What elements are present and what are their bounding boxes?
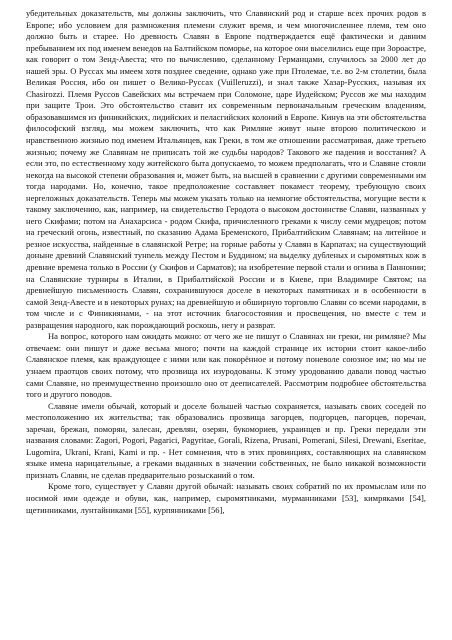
document-page <box>26 8 426 636</box>
paragraph-1: убедительных доказательств, мы должны заключить, что Славянский род и старше всех прочих родов в Европе; ибо условием для размножения племени служит время, и чем многочисленнее племя, тем оно должно быть и старее. Но древность Славян в Европе подтверждается ещё фактически и давним пребыванием их под именем венедов на Балтийском поморье, на которое они выселились еще при Зороастре, как говорит о том Зенд-Авеста; что по вычислению, сделанному Германцами, случилось за 2000 лет до нашей эры. О Руссах мы имеем хотя позднее сведение, однако уже при Птолемае, т.е. во 2-м столетии, была Великая Россия, ибо он пишет о Велико-Руссах (Vuilleruzzi), и знал также Хазар-Русских, называя их Chasirozzi. Племя Руссов Савейских мы встречаем при Соломоне, царе Иудейском; Руссов же мы находим при защите Трои. Это обстоятельство ставит их современным первоначальным греческим владениям, образовавшимся из финикийских, лидийских и пеласгийских колоний в Европе. Кинув на эти обстоятельства философский взгляд, мы можем заключить, что как Римляне живут ныне второю политическою и нравственною жизнью под именем Итальянцев, как Греки, в том же отношении рассматривая, даже третьею жизнью; почему же Славянам не приписать той же судьбы народов? Такового же падения и восстания? А если это, по естественному ходу житейского быта допускаемо, то можем предполагать, что и Славяне стояли некогда на высокой степени образования и, может быть, на высшей в сравнении с другими современными им тогда народами. Но, конечно, такое предположение составляет покамест теорему, требующую своих неprеложных доказательств. Теперь мы можем указать только на немногие обстоятельства, могущие вести к такому заключению, как, например, на свидетельство Геродота о высоком достоинстве Славян, названных у него Скифами; потом на Анахарсиса - родом Скифа, причисленного греками к числу семи мудрецов; потом на греческий огонь, известный, по сказанию Адама Бременского, Прибалтийским Славянам; на литейное и резное искусства, найденные в славянской Ретре; на горные работы у Славян в Карпатах; на существующий доныне древний Славянский тунnель между Пестом и Буддином; на выделку дубленых и сыромятных кож в древние времена только в России (у Скифов и Сарматов); на изобретение первой стали и огнива в Паннонии; на Славянские турниры в Италии, в Прибалтийской России и в Киеве, при Владимире Святом; на древнейшую письменность Славян, сохранившуюся доселе в некоторых памятниках и в особенности в самой Зенд-Авесте и в некоторых рунах; на древнейшую и обширную торговлю Славян со всеми народами, в том числе и с Финикиянами, - на этот источник благосостояния и просвещения, но вместе с тем и развращения народного, как порождающий роскошь, негу и разврат. <box>26 8 426 330</box>
paragraph-4: Кроме того, существует у Славян другой обычай: называть своих собратий по их промыслам или по носимой ими одежде и обуви, как, например, сыромятниками, мурманниками [53], кимряками [54], щетинниками, лунтайниками [55], курпянниками [56], <box>26 481 426 515</box>
paragraph-2: На вопрос, которого нам ожидать можно: от чего же не пишут о Славянах ни греки, ни римляне? Мы отвечаем: они пишут и даже весьма много; почти на каждой странице их истории стоит какое-либо Славянское племя, как враждующее с ними или как покорённое и потому поневоле союзное им; но мы не узнаем праотцов своих потому, что прозвища их изуродованы. К этому уродованию давали повод частью сами Славяне, но преимущественно произошло оно от дееписателей. Рассмотрим подробнее обстоятельства того и другого поводов. <box>26 331 426 400</box>
paragraph-3: Славяне имели обычай, который и доселе большей частью сохраняется, называть своих соседей по местоположению их жительства; так образовались прозвища загорцев, подгорцев, пагорцев, поречан, заречан, брежан, поморян, залесан, древлян, озерян, букомориев, украинцев и пр. Греки передали эти названия словами: Zagori, Pogori, Pagarici, Pagyritae, Gorali, Rizena, Prusani, Pomerani, Silesi, Drewani, Eseritae, Lugomira, Ukrani, Krani, Kami и пр. - Нет сомнения, что в этих провинциях, составляющих на славянском языке имена нарицательные, а греками выданных в значении собственных, не было никакой возможности признать Славян, не сделав предварительно розысканий о том. <box>26 400 426 480</box>
